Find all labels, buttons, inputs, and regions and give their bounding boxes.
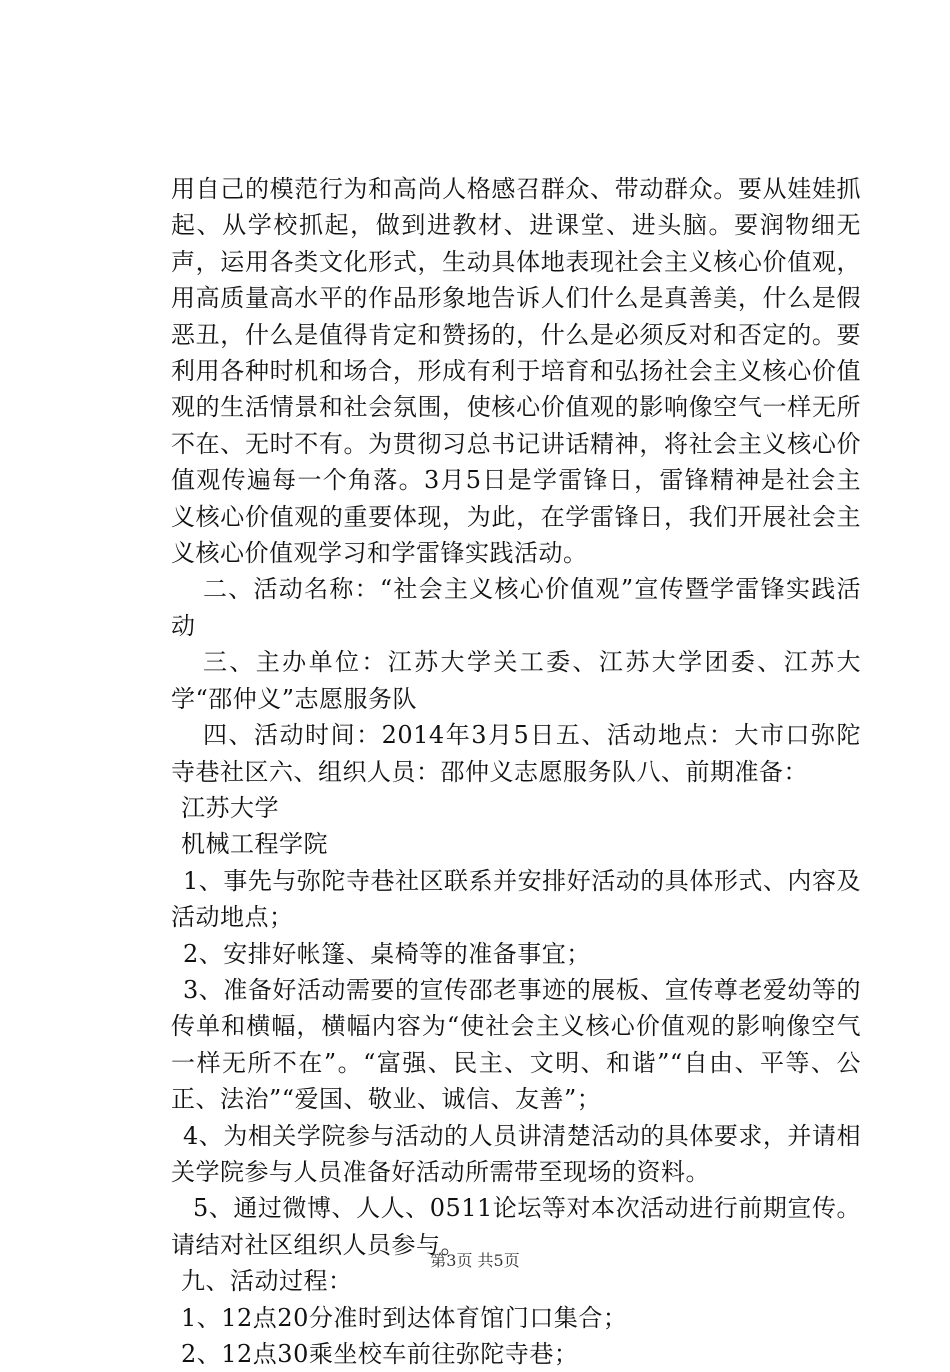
paragraph-school: 机械工程学院	[181, 830, 328, 859]
paragraph-organizers: 三、主办单位：江苏大学关工委、江苏大学团委、江苏大学“邵仲义”志愿服务队	[171, 648, 861, 713]
paragraph-prep-1: 1、事先与弥陀寺巷社区联系并安排好活动的具体形式、内容及活动地点；	[171, 866, 861, 932]
paragraph-prep-4: 4、为相关学院参与活动的人员讲清楚活动的具体要求，并请相关学院参与人员准备好活动所需带至现场的资料。	[171, 1121, 861, 1186]
page-number-footer: 第3页 共5页	[430, 1251, 520, 1270]
paragraph-process-heading: 九、活动过程：	[181, 1267, 353, 1296]
paragraph-process-1: 1、12点20分准时到达体育馆门口集合；	[181, 1303, 628, 1332]
document-body	[171, 171, 861, 1372]
paragraph-university: 江苏大学	[181, 793, 279, 822]
paragraph-prep-3: 3、准备好活动需要的宣传邵老事迹的展板、宣传尊老爱幼等的传单和横幅，横幅内容为“使社会主义核心价值观的影响像空气一样无所不在”。“富强、民主、文明、和谐”“自由、平等、公正、法治”“爱国、敬业、诚信、友善”；	[171, 975, 861, 1114]
paragraph-time-place: 四、活动时间：2014年3月5日五、活动地点：大市口弥陀寺巷社区六、组织人员：邵仲义志愿服务队八、前期准备：	[171, 721, 861, 786]
paragraph-intro: 用自己的模范行为和高尚人格感召群众、带动群众。要从娃娃抓起、从学校抓起，做到进教材、进课堂、进头脑。要润物细无声，运用各类文化形式，生动具体地表现社会主义核心价值观，用高质量高水平的作品形象地告诉人们什么是真善美，什么是假恶丑，什么是值得肯定和赞扬的，什么是必须反对和否定的。要利用各种时机和场合，形成有利于培育和弘扬社会主义核心价值观的生活情景和社会氛围，使核心价值观的影响像空气一样无所不在、无时不有。为贯彻习总书记讲话精神，将社会主义核心价值观传遍每一个角落。3月5日是学雷锋日，雷锋精神是社会主义核心价值观的重要体现，为此，在学雷锋日，我们开展社会主义核心价值观学习和学雷锋实践活动。	[171, 175, 861, 568]
paragraph-prep-2: 2、安排好帐篷、桌椅等的准备事宜；	[183, 939, 591, 968]
paragraph-process-2: 2、12点30乘坐校车前往弥陀寺巷；	[181, 1340, 579, 1368]
paragraph-prep-5: 5、通过微博、人人、0511论坛等对本次活动进行前期宣传。请结对社区组织人员参与。	[171, 1194, 861, 1259]
paragraph-activity-name: 二、活动名称：“社会主义核心价值观”宣传暨学雷锋实践活动	[171, 575, 861, 640]
